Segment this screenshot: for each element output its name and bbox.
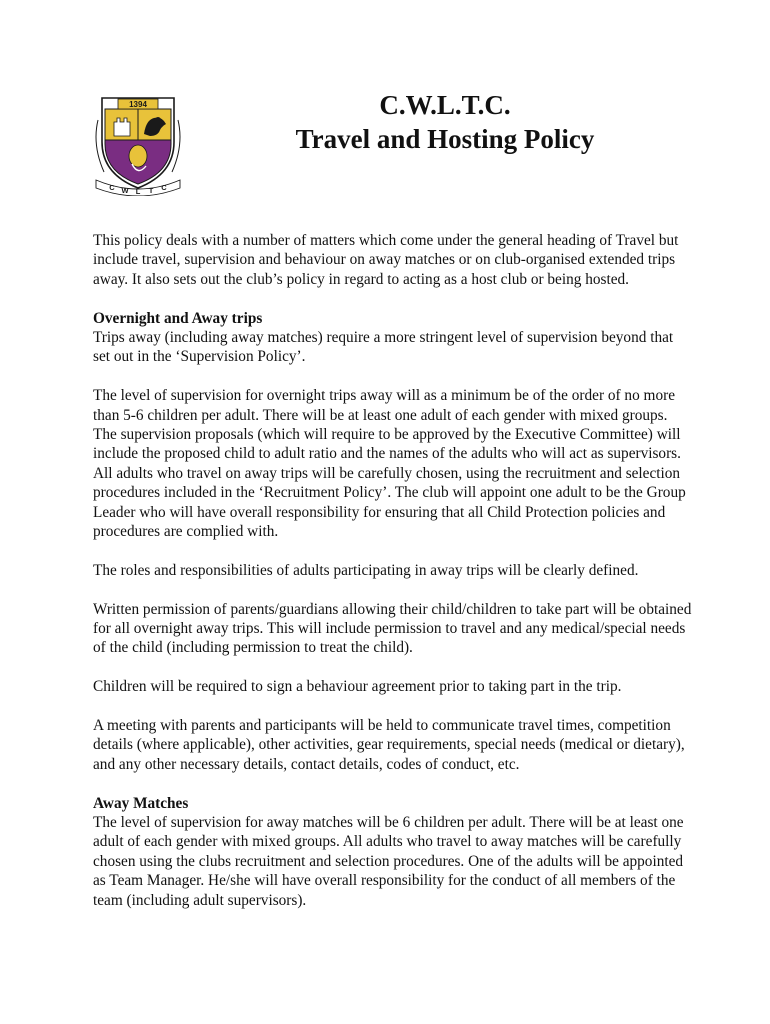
crest-letter: W: [121, 186, 129, 195]
crest-letter: C: [109, 183, 115, 192]
overnight-paragraph-6: A meeting with parents and participants will be held to communicate travel times, competition details (where applicable), other activities, gear requirements, special needs (medical or dietary), and any other necessary details, contact details, codes of conduct, etc.: [93, 717, 685, 773]
document-title-abbrev: C.W.L.T.C.: [379, 90, 511, 120]
section-heading-overnight: Overnight and Away trips: [93, 309, 263, 327]
document-title: Travel and Hosting Policy: [295, 124, 595, 154]
away-matches-paragraph-1: The level of supervision for away matches will be 6 children per adult. There will be at least one adult of each gender with mixed groups. All adults who travel to away matches will be carefully chosen using the clubs recruitment and selection procedures. One of the adults will be appointed as Team Manager. He/she will have overall responsibility for the conduct of all members of the team (including adult supervisors).: [93, 814, 684, 909]
crest-letter: L: [135, 187, 141, 196]
document-body: [93, 231, 693, 930]
crest-letter: C: [161, 183, 167, 192]
overnight-paragraph-2: The level of supervision for overnight trips away will as a minimum be of the order of no more than 5-6 children per adult. There will be at least one adult of each gender with mixed groups. The supervision proposals (which will require to be approved by the Executive Committee) will include the proposed child to adult ratio and the names of the adults who will act as supervisors. All adults who travel on away trips will be carefully chosen, using the recruitment and selection procedures included in the ‘Recruitment Policy’. The club will appoint one adult to be the Group Leader who will have overall responsibility for ensuring that all Child Protection policies and procedures are complied with.: [93, 387, 686, 541]
crest-letter: T: [148, 186, 154, 195]
crest-year: 1394: [129, 100, 147, 109]
overnight-paragraph-5: Children will be required to sign a behaviour agreement prior to taking part in the trip.: [93, 678, 622, 696]
overnight-paragraph-4: Written permission of parents/guardians allowing their child/children to take part will be obtained for all overnight away trips. This will include permission to travel and any medical/special needs of the child (including permission to treat the child).: [93, 600, 692, 657]
title-block: [240, 88, 650, 156]
section-heading-away-matches: Away Matches: [93, 794, 189, 812]
overnight-paragraph-3: The roles and responsibilities of adults participating in away trips will be clearly defined.: [93, 561, 639, 579]
club-crest-logo: [88, 90, 188, 196]
overnight-paragraph-1: Trips away (including away matches) require a more stringent level of supervision beyond that set out in the ‘Supervision Policy’.: [93, 329, 674, 366]
intro-paragraph: This policy deals with a number of matters which come under the general heading of Travel but include travel, supervision and behaviour on away matches or on club-organised extended trips away. It also sets out the club’s policy in regard to acting as a host club or being hosted.: [93, 232, 679, 288]
